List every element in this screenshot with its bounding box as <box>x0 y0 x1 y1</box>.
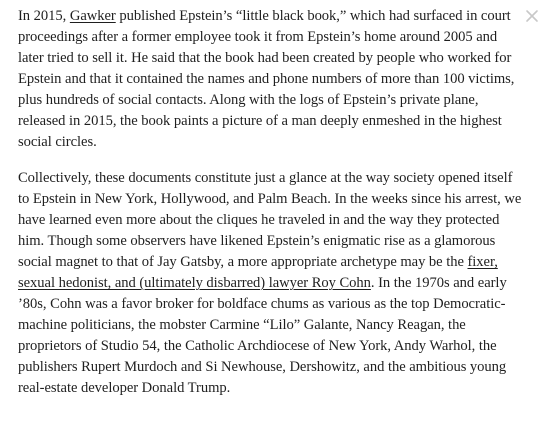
article-body <box>18 6 526 399</box>
paragraph-text: In 2015, <box>18 8 70 24</box>
article-paragraph <box>18 6 526 153</box>
close-icon <box>524 8 540 24</box>
paragraph-text: published Epstein’s “little black book,” which had surfaced in court proceedings after a former employee took it from Epstein’s home around 2005 and later tried to sell it. He said that the book had been created by people who worked for Epstein and that it contained the names and phone numbers of more than 100 victims, plus hundreds of social contacts. Along with the logs of Epstein’s private plane, released in 2015, the book paints a picture of a man deeply enmeshed in the highest social circles. <box>18 8 515 150</box>
article-paragraph <box>18 168 526 399</box>
gawker-link[interactable]: Gawker <box>69 8 116 24</box>
roy-cohn-link[interactable]: fixer, sexual hedonist, and (ultimately disbarred) lawyer Roy Cohn <box>18 254 498 291</box>
paragraph-text: . In the 1970s and early ’80s, Cohn was a favor broker for boldface chums as various as the top Democratic-machine politicians, the mobster Carmine “Lilo” Galante, Nancy Reagan, the proprietors of Studio 54, the Catholic Archdiocese of New York, Andy Warhol, the publishers Rupert Murdoch and Si Newhouse, Dershowitz, and the ambitious young real-estate developer Donald Trump. <box>18 275 507 396</box>
close-button[interactable] <box>524 8 540 24</box>
paragraph-text: Collectively, these documents constitute just a glance at the way society opened itself to Epstein in New York, Hollywood, and Palm Beach. In the weeks since his arrest, we have learned even more about the cliques he traveled in and the way they protected him. Though some observers have likened Epstein’s enigmatic rise as a glamorous social magnet to that of Jay Gatsby, a more appropriate archetype may be the <box>18 170 522 270</box>
